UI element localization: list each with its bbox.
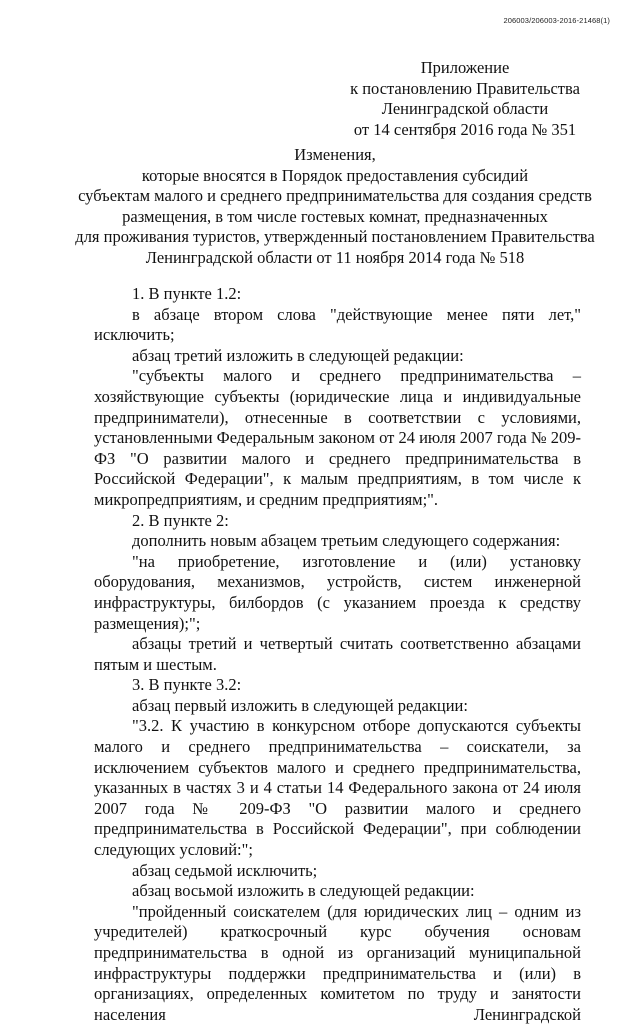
paragraph: 2. В пункте 2:	[132, 510, 229, 530]
paragraph: абзац восьмой изложить в следующей редакции:	[132, 881, 475, 901]
paragraph: дополнить новым абзацем третьим следующего содержания:	[132, 531, 561, 551]
paragraph: абзац третий изложить в следующей редакции:	[132, 345, 464, 365]
paragraph: "на приобретение, изготовление и (или) установку оборудования, механизмов, устройств, систем инженерной инфраструктуры, билбордов (с указанием проезда к средству размещения);";	[94, 551, 581, 633]
document-id: 206003/206003-2016-21468(1)	[503, 16, 610, 25]
title-line: которые вносятся в Порядок предоставления субсидий	[141, 165, 529, 185]
title-line: Ленинградской области от 11 ноября 2014 года № 518	[145, 247, 525, 267]
document-body	[94, 284, 581, 1025]
document-title	[70, 145, 600, 268]
appendix-header	[350, 58, 580, 140]
paragraph: в абзаце втором слова "действующие менее пяти лет," исключить;	[94, 304, 581, 345]
appendix-line: Ленинградской области	[381, 99, 549, 118]
paragraph: 1. В пункте 1.2:	[132, 284, 242, 303]
paragraph: абзац седьмой исключить;	[132, 860, 318, 880]
paragraph: "3.2. К участию в конкурсном отборе допускаются субъекты малого и среднего предпринимательства – соискатели, за исключением субъектов малого и среднего предпринимательства, указанных в частях 3 и 4 статьи 14 Федерального закона от 24 июля 2007 года № 209-ФЗ "О развитии малого и среднего предпринимательства в Российской Федерации", при соблюдении следующих условий:";	[94, 716, 581, 860]
title-line: для проживания туристов, утвержденный постановлением Правительства	[75, 227, 595, 246]
title-line: субъектам малого и среднего предпринимательства для создания средств	[78, 186, 592, 205]
title-line: Изменения,	[294, 145, 376, 164]
paragraph: абзацы третий и четвертый считать соответственно абзацами пятым и шестым.	[94, 634, 581, 674]
title-line: размещения, в том числе гостевых комнат, предназначенных	[122, 206, 548, 226]
appendix-line: Приложение	[420, 58, 510, 77]
appendix-line: к постановлению Правительства	[350, 78, 580, 98]
paragraph: 3. В пункте 3.2:	[132, 675, 242, 695]
paragraph: абзац первый изложить в следующей редакции:	[132, 695, 468, 715]
paragraph: "пройденный соискателем (для юридических лиц – одним из учредителей) краткосрочный курс обучения основам предпринимательства в одной из организаций муниципальной инфраструктуры поддержки предпринимательства и (или) в организациях, определенных комитетом по труду и занятости населения Ленинградской	[94, 901, 581, 1024]
appendix-line: от 14 сентября 2016 года № 351	[353, 119, 577, 139]
paragraph: "субъекты малого и среднего предпринимательства – хозяйствующие субъекты (юридические лица и индивидуальные предприниматели), отнесенные в соответствии с условиями, установленными Федеральным законом от 24 июля 2007 года № 209-ФЗ "О развитии малого и среднего предпринимательства в Российской Федерации", к малым предприятиям, в том числе к микропредприятиям, и средним предприятиям;".	[94, 366, 581, 509]
